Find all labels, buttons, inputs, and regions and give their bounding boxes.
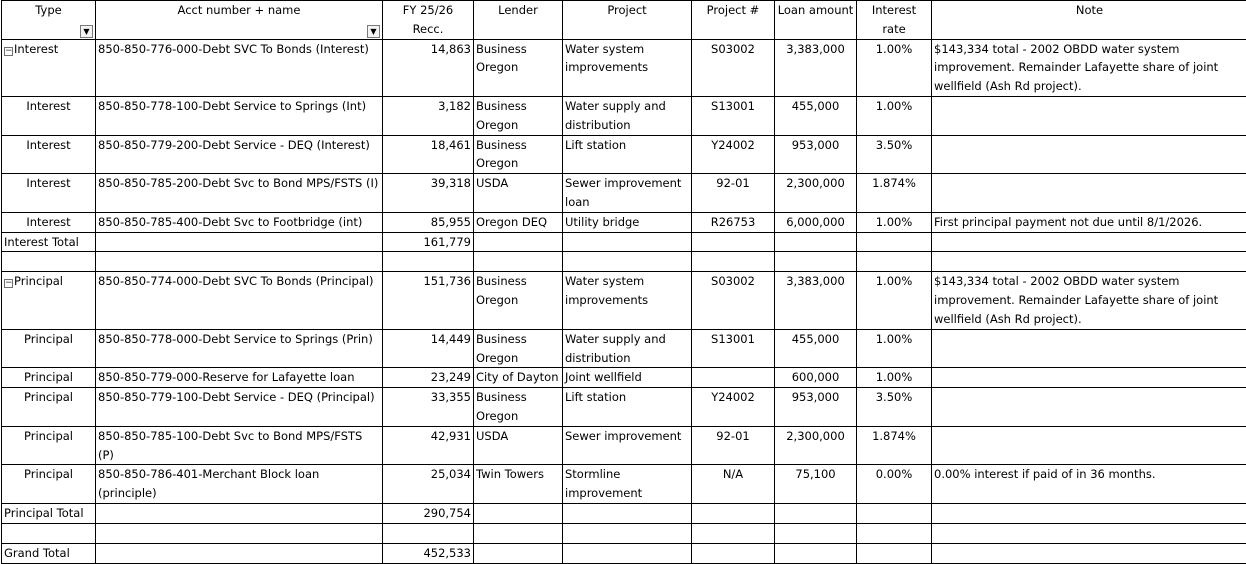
lender-cell: Business Oregon bbox=[474, 135, 563, 174]
project-cell: Sewer improvement bbox=[563, 426, 692, 465]
grand-total-value: 452,533 bbox=[383, 543, 474, 563]
note-cell: 0.00% interest if paid of in 36 months. bbox=[932, 465, 1246, 504]
project-number-cell bbox=[692, 368, 775, 388]
loan-amount-cell: 455,000 bbox=[775, 329, 857, 368]
acct-cell: 850-850-776-000-Debt SVC To Bonds (Interest) bbox=[96, 39, 383, 96]
fy-cell: 14,449 bbox=[383, 329, 474, 368]
lender-cell: USDA bbox=[474, 174, 563, 213]
interest-rate-cell: 1.874% bbox=[857, 174, 932, 213]
note-cell: $143,334 total - 2002 OBDD water system improvement. Remainder Lafayette share of joint wellfield (Ash Rd project). bbox=[932, 39, 1246, 96]
loan-amount-cell: 3,383,000 bbox=[775, 39, 857, 96]
fy-cell: 14,863 bbox=[383, 39, 474, 96]
table-row bbox=[2, 388, 1246, 427]
principal-total-value: 290,754 bbox=[383, 503, 474, 523]
note-cell bbox=[932, 135, 1246, 174]
loan-amount-cell: 2,300,000 bbox=[775, 174, 857, 213]
project-header: Project bbox=[563, 1, 692, 40]
lender-cell: Business Oregon bbox=[474, 39, 563, 96]
lender-header: Lender bbox=[474, 1, 563, 40]
lender-cell: Business Oregon bbox=[474, 272, 563, 329]
project-number-cell: 92-01 bbox=[692, 174, 775, 213]
loan-amount-cell: 953,000 bbox=[775, 135, 857, 174]
interest-total-row bbox=[2, 232, 1246, 252]
acct-cell: 850-850-778-000-Debt Service to Springs (Prin) bbox=[96, 329, 383, 368]
acct-cell: 850-850-785-100-Debt Svc to Bond MPS/FSTS (P) bbox=[96, 426, 383, 465]
principal-total-row bbox=[2, 503, 1246, 523]
filter-dropdown-icon[interactable]: ▼ bbox=[80, 25, 93, 38]
project-number-cell: N/A bbox=[692, 465, 775, 504]
interest-rate-cell: 3.50% bbox=[857, 135, 932, 174]
table-row bbox=[2, 212, 1246, 232]
interest-rate-cell: 1.00% bbox=[857, 212, 932, 232]
acct-cell: 850-850-785-400-Debt Svc to Footbridge (int) bbox=[96, 212, 383, 232]
fy-cell: 23,249 bbox=[383, 368, 474, 388]
project-number-cell: Y24002 bbox=[692, 135, 775, 174]
table-row bbox=[2, 135, 1246, 174]
interest-rate-cell: 3.50% bbox=[857, 388, 932, 427]
loan-amount-cell: 600,000 bbox=[775, 368, 857, 388]
acct-cell: 850-850-774-000-Debt SVC To Bonds (Principal) bbox=[96, 272, 383, 329]
fy-cell: 42,931 bbox=[383, 426, 474, 465]
lender-cell: Business Oregon bbox=[474, 329, 563, 368]
note-cell bbox=[932, 174, 1246, 213]
loan-amount-cell: 3,383,000 bbox=[775, 272, 857, 329]
interest-rate-cell: 1.00% bbox=[857, 329, 932, 368]
note-cell bbox=[932, 388, 1246, 427]
fy-cell: 18,461 bbox=[383, 135, 474, 174]
project-number-cell: S13001 bbox=[692, 329, 775, 368]
fy-cell: 25,034 bbox=[383, 465, 474, 504]
project-cell: Sewer improvement loan bbox=[563, 174, 692, 213]
loan-amount-cell: 75,100 bbox=[775, 465, 857, 504]
project-cell: Stormline improvement bbox=[563, 465, 692, 504]
type-cell: Principal bbox=[2, 368, 96, 388]
interest-rate-cell: 1.00% bbox=[857, 96, 932, 135]
table-row bbox=[2, 39, 1246, 96]
project-cell: Joint wellfield bbox=[563, 368, 692, 388]
lender-cell: Business Oregon bbox=[474, 388, 563, 427]
note-cell bbox=[932, 329, 1246, 368]
collapse-minus-icon[interactable]: − bbox=[4, 279, 13, 288]
group-cell-interest[interactable] bbox=[2, 39, 96, 96]
table-row bbox=[2, 174, 1246, 213]
type-cell: Principal bbox=[2, 388, 96, 427]
project-cell: Utility bridge bbox=[563, 212, 692, 232]
fy-header-line2: Recc. bbox=[385, 20, 471, 39]
acct-header bbox=[96, 1, 383, 40]
fy-cell: 33,355 bbox=[383, 388, 474, 427]
type-cell: Interest bbox=[2, 212, 96, 232]
note-cell bbox=[932, 368, 1246, 388]
interest-total-label: Interest Total bbox=[2, 232, 96, 252]
fy-cell: 151,736 bbox=[383, 272, 474, 329]
project-number-cell: S03002 bbox=[692, 272, 775, 329]
project-number-header: Project # bbox=[692, 1, 775, 40]
fy-header-line1: FY 25/26 bbox=[385, 1, 471, 20]
collapse-minus-icon[interactable]: − bbox=[4, 47, 13, 56]
acct-cell: 850-850-779-100-Debt Service - DEQ (Principal) bbox=[96, 388, 383, 427]
header-row bbox=[2, 1, 1246, 40]
project-cell: Water system improvements bbox=[563, 272, 692, 329]
project-cell: Lift station bbox=[563, 135, 692, 174]
table-row bbox=[2, 465, 1246, 504]
loan-amount-cell: 953,000 bbox=[775, 388, 857, 427]
principal-total-label: Principal Total bbox=[2, 503, 96, 523]
blank-row bbox=[2, 523, 1246, 543]
table-row bbox=[2, 329, 1246, 368]
interest-total-value: 161,779 bbox=[383, 232, 474, 252]
note-cell bbox=[932, 426, 1246, 465]
debt-service-table bbox=[1, 0, 1246, 564]
project-cell: Water supply and distribution bbox=[563, 329, 692, 368]
project-cell: Lift station bbox=[563, 388, 692, 427]
type-cell: Interest bbox=[2, 135, 96, 174]
project-cell: Water supply and distribution bbox=[563, 96, 692, 135]
interest-rate-cell: 1.00% bbox=[857, 368, 932, 388]
note-cell: $143,334 total - 2002 OBDD water system improvement. Remainder Lafayette share of joint wellfield (Ash Rd project). bbox=[932, 272, 1246, 329]
project-number-cell: S03002 bbox=[692, 39, 775, 96]
interest-rate-header: Interest rate bbox=[857, 1, 932, 40]
type-cell: Principal bbox=[2, 465, 96, 504]
interest-rate-cell: 1.00% bbox=[857, 272, 932, 329]
grand-total-row bbox=[2, 543, 1246, 563]
table-row bbox=[2, 96, 1246, 135]
project-number-cell: 92-01 bbox=[692, 426, 775, 465]
loan-amount-cell: 455,000 bbox=[775, 96, 857, 135]
interest-rate-cell: 1.874% bbox=[857, 426, 932, 465]
table-row bbox=[2, 426, 1246, 465]
note-cell bbox=[932, 96, 1246, 135]
loan-amount-cell: 2,300,000 bbox=[775, 426, 857, 465]
lender-cell: Twin Towers bbox=[474, 465, 563, 504]
acct-cell: 850-850-786-401-Merchant Block loan (principle) bbox=[96, 465, 383, 504]
lender-cell: Oregon DEQ bbox=[474, 212, 563, 232]
type-header bbox=[2, 1, 96, 40]
loan-amount-cell: 6,000,000 bbox=[775, 212, 857, 232]
type-header-label: Type bbox=[35, 3, 61, 17]
table-row bbox=[2, 368, 1246, 388]
note-header: Note bbox=[932, 1, 1246, 40]
interest-rate-cell: 0.00% bbox=[857, 465, 932, 504]
type-cell: Interest bbox=[14, 42, 58, 56]
project-number-cell: Y24002 bbox=[692, 388, 775, 427]
lender-cell: Business Oregon bbox=[474, 96, 563, 135]
fy-cell: 3,182 bbox=[383, 96, 474, 135]
lender-cell: City of Dayton bbox=[474, 368, 563, 388]
project-cell: Water system improvements bbox=[563, 39, 692, 96]
grand-total-label: Grand Total bbox=[2, 543, 96, 563]
type-cell: Principal bbox=[2, 329, 96, 368]
acct-cell: 850-850-779-000-Reserve for Lafayette loan bbox=[96, 368, 383, 388]
fy-cell: 85,955 bbox=[383, 212, 474, 232]
project-number-cell: S13001 bbox=[692, 96, 775, 135]
blank-row bbox=[2, 252, 1246, 272]
project-number-cell: R26753 bbox=[692, 212, 775, 232]
acct-cell: 850-850-785-200-Debt Svc to Bond MPS/FSTS (I) bbox=[96, 174, 383, 213]
filter-dropdown-icon[interactable]: ▼ bbox=[367, 25, 380, 38]
fy-cell: 39,318 bbox=[383, 174, 474, 213]
type-cell: Interest bbox=[2, 96, 96, 135]
acct-cell: 850-850-778-100-Debt Service to Springs (Int) bbox=[96, 96, 383, 135]
loan-amount-header: Loan amount bbox=[775, 1, 857, 40]
acct-cell: 850-850-779-200-Debt Service - DEQ (Interest) bbox=[96, 135, 383, 174]
table-row bbox=[2, 272, 1246, 329]
type-cell: Principal bbox=[2, 426, 96, 465]
group-cell-principal[interactable] bbox=[2, 272, 96, 329]
lender-cell: USDA bbox=[474, 426, 563, 465]
fy-header bbox=[383, 1, 474, 40]
acct-header-label: Acct number + name bbox=[178, 3, 301, 17]
type-cell: Interest bbox=[2, 174, 96, 213]
type-cell: Principal bbox=[14, 274, 63, 288]
note-cell: First principal payment not due until 8/1/2026. bbox=[932, 212, 1246, 232]
interest-rate-cell: 1.00% bbox=[857, 39, 932, 96]
